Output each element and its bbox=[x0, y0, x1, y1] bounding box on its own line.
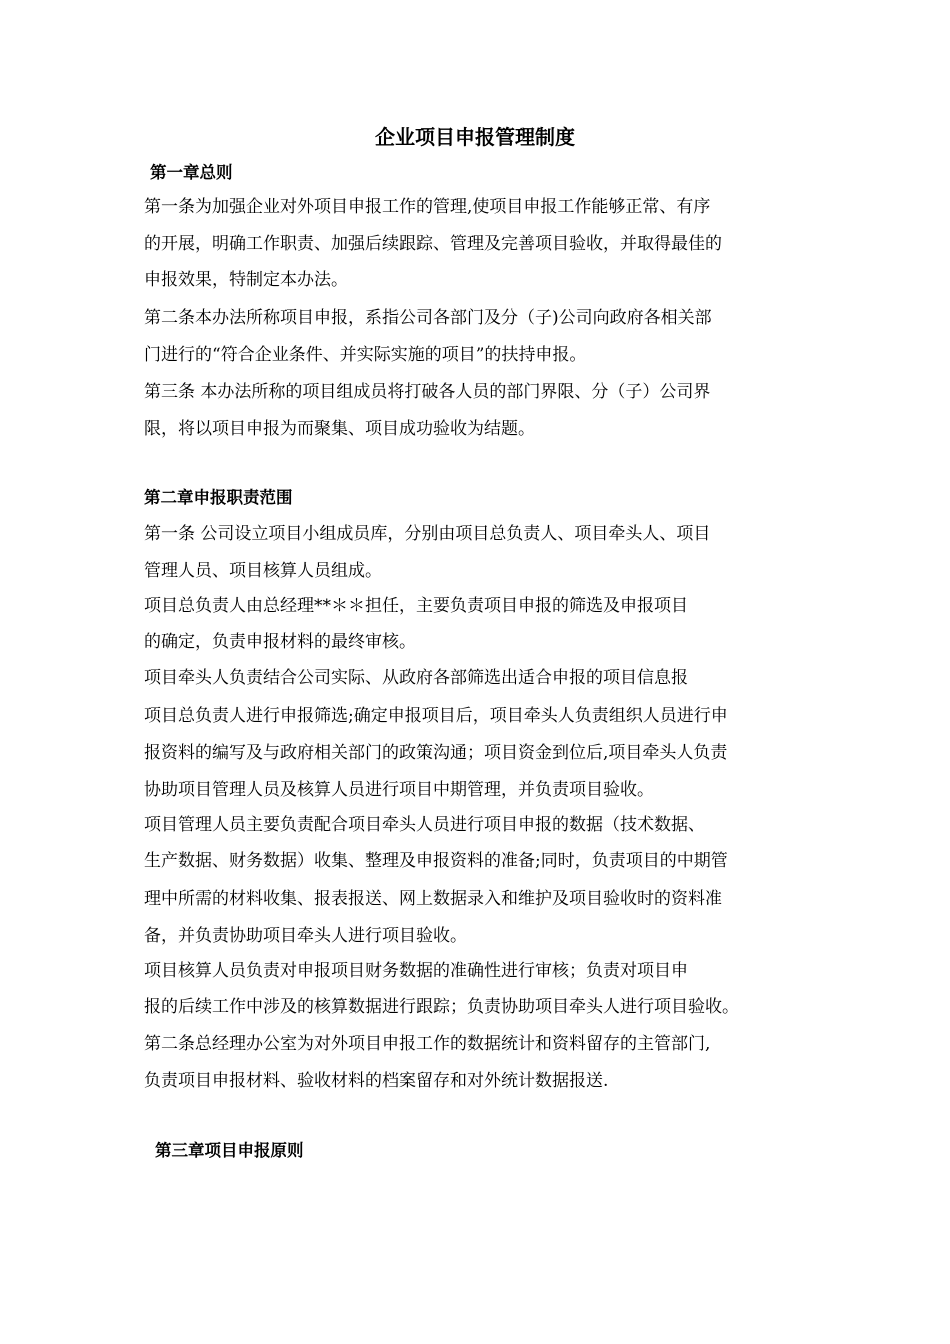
chapter-2-line-5: 项目牵头人负责结合公司实际、从政府各部筛选出适合申报的项目信息报 bbox=[144, 668, 688, 688]
chapter-2-line-2: 管理人员、项目核算人员组成。 bbox=[144, 561, 382, 581]
chapter-2-line-10: 生产数据、财务数据）收集、整理及申报资料的准备;同时，负责项目的中期管 bbox=[144, 851, 728, 871]
chapter-2-line-1: 第一条 公司设立项目小组成员库，分别由项目总负责人、项目牵头人、项目 bbox=[144, 524, 711, 544]
chapter-1-heading: 第一章总则 bbox=[150, 163, 233, 182]
chapter-2-line-9: 项目管理人员主要负责配合项目牵头人员进行项目申报的数据（技术数据、 bbox=[144, 815, 705, 835]
chapter-2-line-4: 的确定，负责申报材料的最终审核。 bbox=[144, 632, 416, 652]
chapter-1-line-1: 第一条为加强企业对外项目申报工作的管理,使项目申报工作能够正常、有序 bbox=[144, 197, 711, 217]
chapter-2-line-7: 报资料的编写及与政府相关部门的政策沟通；项目资金到位后,项目牵头人负责 bbox=[144, 743, 728, 763]
document-title: 企业项目申报管理制度 bbox=[375, 125, 575, 149]
chapter-2-line-15: 第二条总经理办公室为对外项目申报工作的数据统计和资料留存的主管部门, bbox=[144, 1034, 711, 1054]
chapter-2-line-3: 项目总负责人由总经理**＊＊担任，主要负责项目申报的筛选及申报项目 bbox=[144, 596, 688, 616]
chapter-2-line-16: 负责项目申报材料、验收材料的档案留存和对外统计数据报送. bbox=[144, 1071, 609, 1091]
chapter-1-line-5: 门进行的“符合企业条件、并实际实施的项目”的扶持申报。 bbox=[144, 345, 587, 365]
chapter-2-line-13: 项目核算人员负责对申报项目财务数据的准确性进行审核；负责对项目申 bbox=[144, 961, 688, 981]
chapter-1-line-4: 第二条本办法所称项目申报，系指公司各部门及分（子)公司向政府各相关部 bbox=[144, 308, 712, 328]
chapter-1-line-7: 限，将以项目申报为而聚集、项目成功验收为结题。 bbox=[144, 419, 535, 439]
chapter-2-heading: 第二章申报职责范围 bbox=[144, 488, 293, 507]
chapter-1-line-3: 申报效果，特制定本办法。 bbox=[144, 270, 348, 290]
chapter-3-heading: 第三章项目申报原则 bbox=[155, 1141, 304, 1160]
chapter-2-line-11: 理中所需的材料收集、报表报送、网上数据录入和维护及项目验收时的资料准 bbox=[144, 889, 722, 909]
chapter-2-line-14: 报的后续工作中涉及的核算数据进行跟踪；负责协助项目牵头人进行项目验收。 bbox=[144, 997, 739, 1017]
chapter-2-line-8: 协助项目管理人员及核算人员进行项目中期管理，并负责项目验收。 bbox=[144, 780, 654, 800]
chapter-1-line-6: 第三条 本办法所称的项目组成员将打破各人员的部门界限、分（子）公司界 bbox=[144, 382, 711, 402]
chapter-1-line-2: 的开展，明确工作职责、加强后续跟踪、管理及完善项目验收，并取得最佳的 bbox=[144, 234, 722, 254]
chapter-2-line-6: 项目总负责人进行申报筛选;确定申报项目后，项目牵头人负责组织人员进行申 bbox=[144, 706, 728, 726]
chapter-2-line-12: 备，并负责协助项目牵头人进行项目验收。 bbox=[144, 926, 467, 946]
